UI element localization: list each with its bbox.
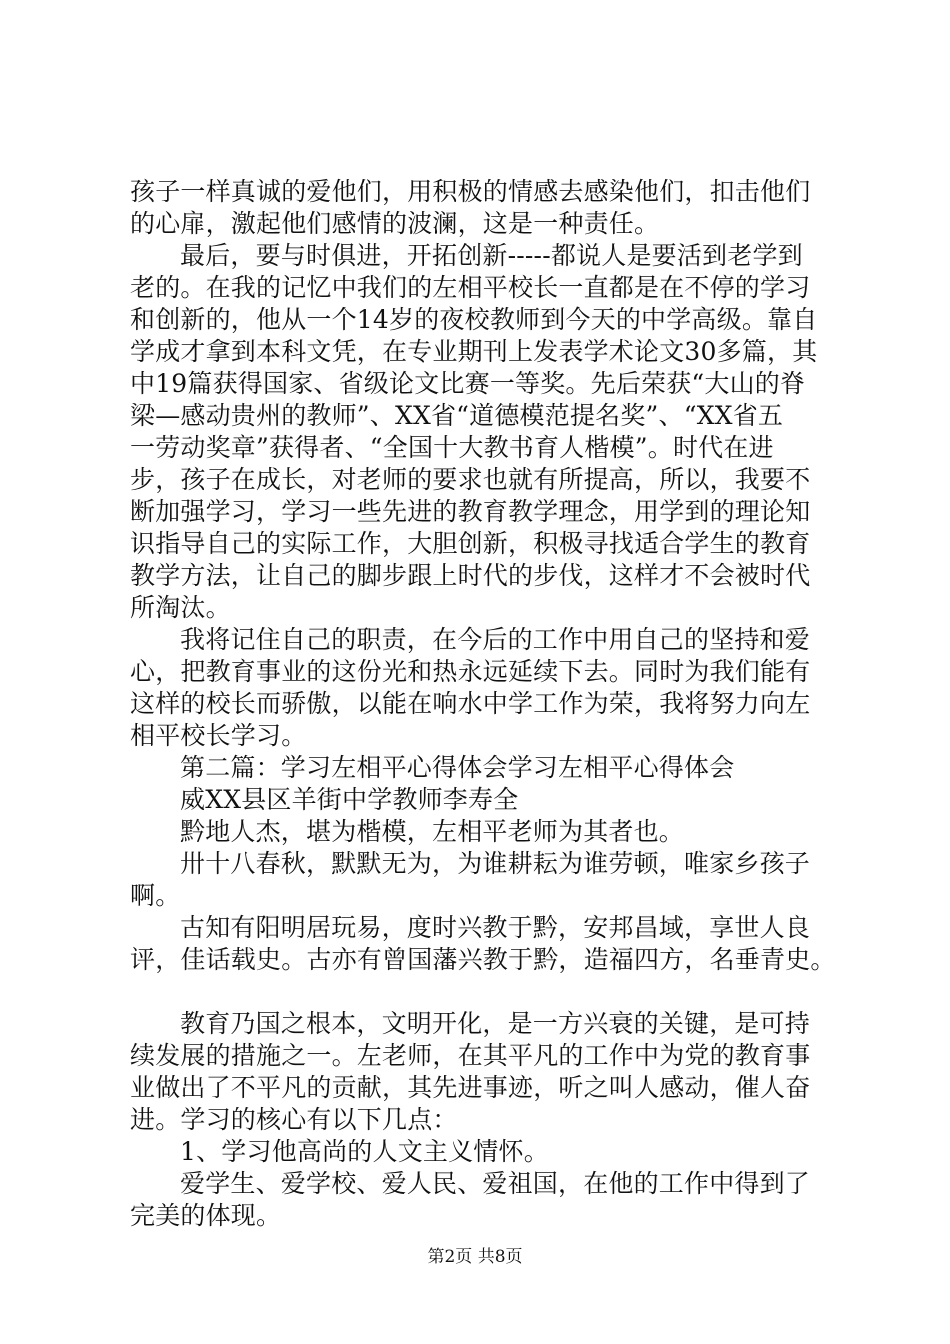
text-line: 啊。 <box>130 881 181 910</box>
text-line: 所淘汰。 <box>130 593 231 622</box>
text-line: 1、学习他高尚的人文主义情怀。 <box>180 1137 549 1166</box>
text-line: 第二篇：学习左相平心得体会学习左相平心得体会 <box>180 753 735 782</box>
text-line: 黔地人杰，堪为楷模，左相平老师为其者也。 <box>180 817 685 846</box>
text-line: 续发展的措施之一。左老师，在其平凡的工作中为党的教育事 <box>130 1041 811 1070</box>
text-line: 心，把教育事业的这份光和热永远延续下去。同时为我们能有 <box>130 657 811 686</box>
text-line: 相平校长学习。 <box>130 721 307 750</box>
page-footer: 第2页 共8页 <box>427 1247 523 1267</box>
text-line: 这样的校长而骄傲，以能在响水中学工作为荣，我将努力向左 <box>130 689 811 718</box>
text-line: 的心扉，激起他们感情的波澜，这是一种责任。 <box>130 209 660 238</box>
text-line: 爱学生、爱学校、爱人民、爱祖国，在他的工作中得到了 <box>180 1169 811 1198</box>
text-line: 一劳动奖章”获得者、“全国十大教书育人楷模”。时代在进 <box>130 433 774 462</box>
text-line: 梁—感动贵州的教师”、XX省“道德模范提名奖”、“XX省五 <box>130 401 784 430</box>
text-line: 学成才拿到本科文凭，在专业期刊上发表学术论文30多篇，其 <box>130 337 818 366</box>
text-line: 中19篇获得国家、省级论文比赛一等奖。先后荣获“大山的脊 <box>130 369 806 398</box>
text-line: 卅十八春秋，默默无为，为谁耕耘为谁劳顿，唯家乡孩子 <box>180 849 811 878</box>
text-line: 威XX县区羊街中学教师李寿全 <box>180 785 519 814</box>
text-line: 古知有阳明居玩易，度时兴教于黔，安邦昌域，享世人良 <box>180 913 811 942</box>
text-line: 教学方法，让自己的脚步跟上时代的步伐，这样才不会被时代 <box>130 561 811 590</box>
text-line: 教育乃国之根本，文明开化，是一方兴衰的关键，是可持 <box>180 1009 811 1038</box>
text-line: 老的。在我的记忆中我们的左相平校长一直都是在不停的学习 <box>130 273 811 302</box>
text-line: 评，佳话载史。古亦有曾国藩兴教于黔，造福四方，名垂青史。 <box>130 945 836 974</box>
text-line: 步，孩子在成长，对老师的要求也就有所提高，所以，我要不 <box>130 465 811 494</box>
text-line <box>130 976 850 1008</box>
text-line: 我将记住自己的职责，在今后的工作中用自己的坚持和爱 <box>180 625 811 654</box>
text-line: 识指导自己的实际工作，大胆创新，积极寻找适合学生的教育 <box>130 529 811 558</box>
text-line: 进。学习的核心有以下几点： <box>130 1105 458 1134</box>
text-line: 孩子一样真诚的爱他们，用积极的情感去感染他们，扣击他们 <box>130 177 811 206</box>
text-line: 断加强学习，学习一些先进的教育教学理念，用学到的理论知 <box>130 497 811 526</box>
text-line: 最后，要与时俱进，开拓创新-----都说人是要活到老学到 <box>180 241 803 270</box>
document-body <box>130 176 850 1232</box>
text-line: 业做出了不平凡的贡献，其先进事迹，听之叫人感动，催人奋 <box>130 1073 811 1102</box>
text-line: 完美的体现。 <box>130 1201 282 1230</box>
text-line: 和创新的，他从一个14岁的夜校教师到今天的中学高级。靠自 <box>130 305 818 334</box>
